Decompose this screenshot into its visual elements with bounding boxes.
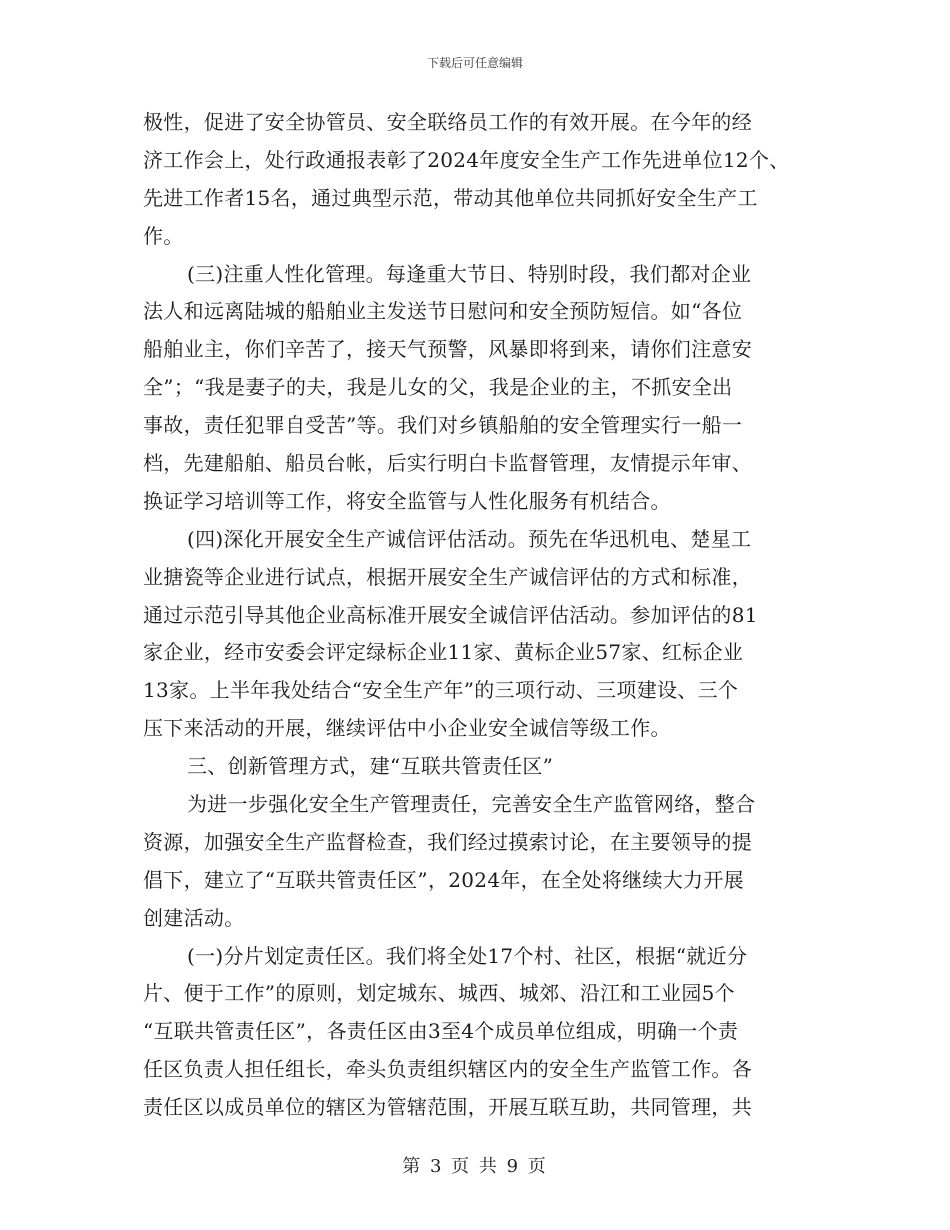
document-body	[143, 104, 815, 1127]
page-footer-number: 第 3 页 共 9 页	[402, 1156, 548, 1177]
text-line: 三、创新管理方式，建“互联共管责任区”	[187, 754, 554, 779]
text-line: 业搪瓷等企业进行试点，根据开展安全生产诚信评估的方式和标准，	[143, 564, 752, 589]
text-line: 换证学习培训等工作，将安全监管与人性化服务有机结合。	[143, 488, 671, 513]
text-line: 创建活动。	[143, 905, 245, 930]
text-line: 片、便于工作”的原则，划定城东、城西、城郊、沿江和工业园5个	[143, 981, 735, 1006]
text-line: 为进一步强化安全生产管理责任，完善安全生产监管网络，整合	[187, 792, 756, 817]
text-line: 事故，责任犯罪自受苦”等。我们对乡镇船舶的安全管理实行一船一	[143, 413, 743, 438]
text-line: “互联共管责任区”，各责任区由3至4个成员单位组成，明确一个责	[143, 1019, 739, 1044]
text-line: 全”；“我是妻子的夫，我是儿女的父，我是企业的主，不抓安全出	[143, 375, 733, 400]
text-line: 任区负责人担任组长，牵头负责组织辖区内的安全生产监管工作。各	[143, 1057, 752, 1082]
text-line: (一)分片划定责任区。我们将全处17个村、社区，根据“就近分	[187, 943, 748, 968]
text-line: 船舶业主，你们辛苦了，接天气预警，风暴即将到来，请你们注意安	[143, 337, 752, 362]
text-line: 家企业，经市安委会评定绿标企业11家、黄标企业57家、红标企业	[143, 640, 744, 665]
text-line: 先进工作者15名，通过典型示范，带动其他单位共同抓好安全生产工	[143, 185, 758, 210]
text-line: 资源，加强安全生产监督检查，我们经过摸索讨论，在主要领导的提	[143, 829, 752, 854]
text-line: 倡下，建立了“互联共管责任区”，2024年，在全处将继续大力开展	[143, 867, 744, 892]
text-line: 法人和远离陆城的船舶业主发送节日慰问和安全预防短信。如“各位	[143, 299, 743, 324]
text-line: (四)深化开展安全生产诚信评估活动。预先在华迅机电、楚星工	[187, 526, 752, 551]
text-line: 档，先建船舶、船员台帐，后实行明白卡监督管理，友情提示年审、	[143, 451, 752, 476]
text-line: 责任区以成员单位的辖区为管辖范围，开展互联互助，共同管理，共	[143, 1095, 752, 1120]
text-line: 济工作会上，处行政通报表彰了2024年度安全生产工作先进单位12个、	[143, 147, 790, 172]
text-line: 极性，促进了安全协管员、安全联络员工作的有效开展。在今年的经	[143, 110, 752, 134]
text-line: 作。	[143, 223, 184, 248]
text-line: 13家。上半年我处结合“安全生产年”的三项行动、三项建设、三个	[143, 678, 739, 703]
text-line: 压下来活动的开展，继续评估中小企业安全诚信等级工作。	[143, 716, 671, 741]
text-line: (三)注重人性化管理。每逢重大节日、特别时段，我们都对企业	[187, 261, 752, 286]
page-header-note: 下载后可任意编辑	[426, 56, 523, 70]
text-line: 通过示范引导其他企业高标准开展安全诚信评估活动。参加评估的81	[143, 602, 758, 627]
